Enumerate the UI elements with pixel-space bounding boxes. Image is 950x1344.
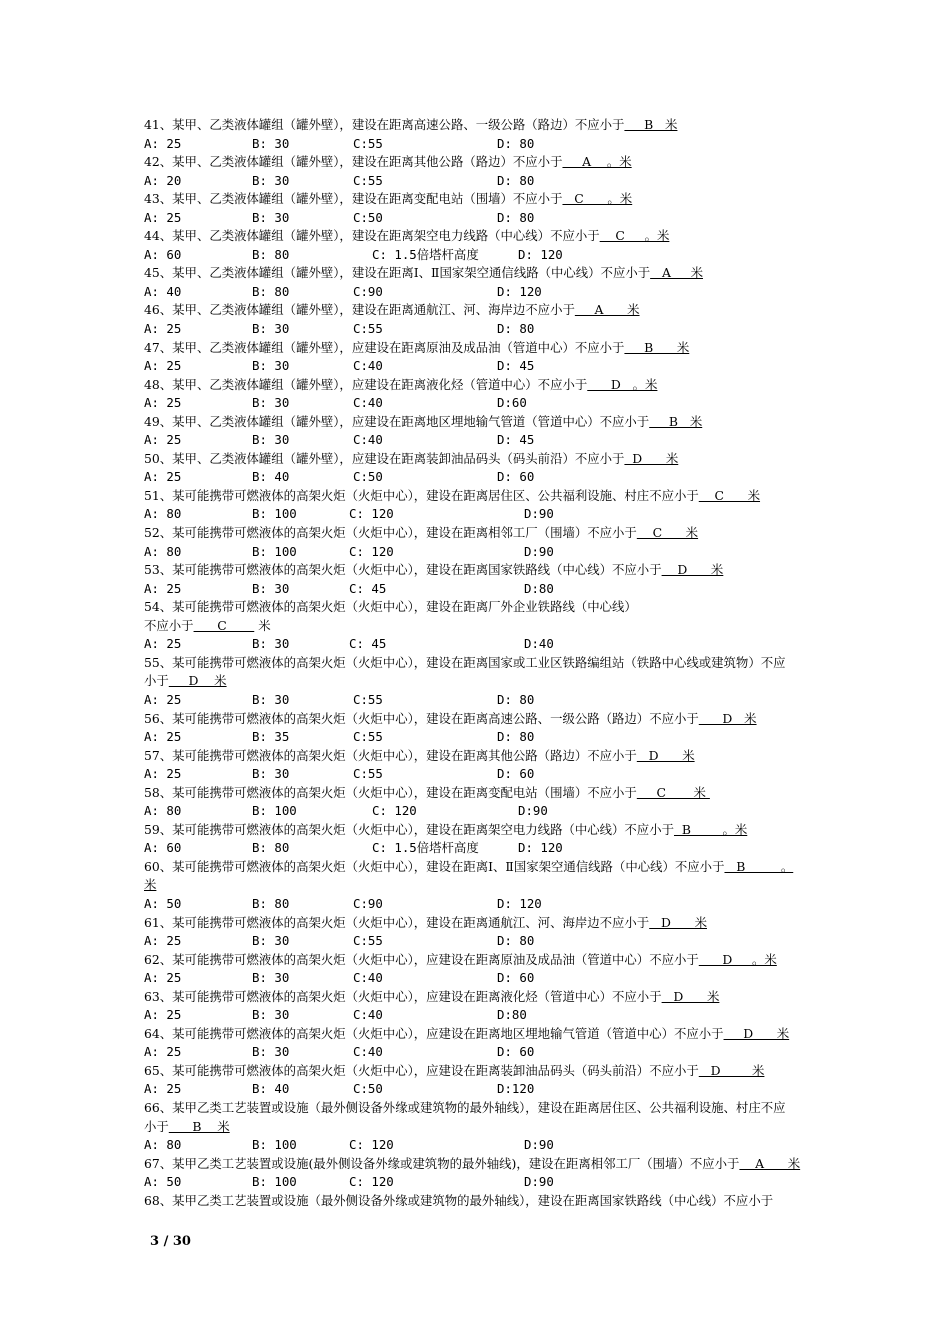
option-a: A: 40 (144, 283, 182, 299)
option-c: C:40 (353, 1007, 383, 1023)
answer-blank: D 米 (661, 562, 724, 578)
option-d: D: 60 (497, 766, 535, 782)
option-c: C:55 (353, 933, 383, 949)
options-row (144, 1173, 894, 1192)
question-stem: 46、某甲、乙类液体罐组（罐外壁），建设在距离通航江、河、海岸边不应小于 (144, 302, 575, 318)
question-text (144, 1062, 894, 1081)
option-d: D: 60 (497, 970, 535, 986)
question-stem: 47、某甲、乙类液体罐组（罐外壁），应建设在距离原油及成品油（管道中心）不应小于 (144, 339, 625, 355)
question-stem: 67、某甲乙类工艺装置或设施(最外侧设备外缘或建筑物的最外轴线)，建设在距离相邻工厂（围墙）不应小于 (144, 1155, 740, 1171)
option-a: A: 80 (144, 543, 182, 559)
option-a: A: 80 (144, 1137, 182, 1153)
options-row (144, 635, 894, 654)
option-c: C: 120 (372, 803, 417, 819)
answer-blank: D 。米 (698, 951, 777, 967)
options-row (144, 969, 894, 988)
option-c: C: 45 (349, 580, 387, 596)
option-a: A: 25 (144, 432, 182, 448)
option-d: D: 80 (497, 691, 535, 707)
option-b: B: 30 (252, 970, 290, 986)
option-b: B: 30 (252, 395, 290, 411)
question-stem: 68、某甲乙类工艺装置或设施（最外侧设备外缘或建筑物的最外轴线），建设在距离国家铁路线（中心线）不应小于 (144, 1192, 774, 1208)
question-text (144, 227, 894, 246)
answer-blank: C 。米 (562, 191, 633, 207)
option-a: A: 25 (144, 321, 182, 337)
option-a: A: 25 (144, 933, 182, 949)
answer-blank: B 米 (624, 339, 690, 355)
option-a: A: 25 (144, 691, 182, 707)
answer-blank: A 米 (739, 1155, 801, 1171)
option-c: C:40 (353, 1044, 383, 1060)
question-text (144, 301, 894, 320)
option-b: B: 30 (252, 321, 290, 337)
options-row (144, 728, 894, 747)
question-stem: 不应小于 (144, 617, 194, 633)
option-d: D: 60 (497, 469, 535, 485)
question-stem: 61、某可能携带可燃液体的高架火炬（火炬中心），建设在距离通航江、河、海岸边不应小于 (144, 914, 650, 930)
answer-blank: A 。米 (562, 154, 632, 170)
option-a: A: 80 (144, 803, 182, 819)
options-row (144, 691, 894, 710)
question-list (144, 116, 894, 1210)
option-c: C:50 (353, 209, 383, 225)
answer-blank: C 米 (698, 487, 761, 503)
question-stem: 64、某可能携带可燃液体的高架火炬（火炬中心），应建设在距离地区埋地输气管道（管道中心）不应小于 (144, 1025, 724, 1041)
answer-blank: D 米 (624, 450, 679, 466)
option-d: D: 60 (497, 1044, 535, 1060)
option-c: C: 120 (349, 1137, 394, 1153)
options-row (144, 1006, 894, 1025)
answer-blank: D 米 (698, 710, 757, 726)
option-b: B: 100 (252, 1137, 297, 1153)
answer-blank: D 米 (723, 1025, 790, 1041)
options-row (144, 839, 894, 858)
option-a: A: 25 (144, 970, 182, 986)
answer-blank: D 米 (661, 988, 720, 1004)
question-stem: 45、某甲、乙类液体罐组（罐外壁），建设在距离Ⅰ、Ⅱ国家架空通信线路（中心线）不应小于 (144, 265, 651, 281)
option-c: C:40 (353, 432, 383, 448)
option-b: B: 80 (252, 840, 290, 856)
question-text (144, 617, 894, 636)
question-stem: 41、某甲、乙类液体罐组（罐外壁），建设在距离高速公路、一级公路（路边）不应小于 (144, 117, 625, 132)
question-stem: 49、某甲、乙类液体罐组（罐外壁），应建设在距离地区埋地输气管道（管道中心）不应小于 (144, 413, 650, 429)
option-c: C:55 (353, 135, 383, 151)
options-row (144, 172, 894, 191)
option-c: C: 45 (349, 636, 387, 652)
answer-blank: B 。 (724, 858, 794, 874)
question-stem: 56、某可能携带可燃液体的高架火炬（火炬中心），建设在距离高速公路、一级公路（路边）不应小于 (144, 710, 699, 726)
question-text (144, 784, 894, 803)
option-b: B: 80 (252, 895, 290, 911)
options-row (144, 580, 894, 599)
option-b: B: 100 (252, 506, 297, 522)
question-text (144, 1192, 894, 1211)
option-a: A: 25 (144, 1081, 182, 1097)
question-text (144, 598, 894, 617)
option-c: C: 1.5倍塔杆高度 (372, 246, 479, 262)
option-b: B: 35 (252, 729, 290, 745)
option-c: C:55 (353, 691, 383, 707)
option-a: A: 25 (144, 729, 182, 745)
answer-blank: C 米 (636, 525, 699, 541)
option-a: A: 25 (144, 1007, 182, 1023)
option-b: B: 30 (252, 172, 290, 188)
option-d: D:90 (524, 1174, 554, 1190)
option-d: D: 80 (497, 209, 535, 225)
question-text (144, 376, 894, 395)
option-a: A: 25 (144, 636, 182, 652)
options-row (144, 505, 894, 524)
question-text (144, 413, 894, 432)
question-text (144, 1155, 894, 1174)
option-b: B: 100 (252, 543, 297, 559)
option-b: B: 30 (252, 1044, 290, 1060)
question-stem: 50、某甲、乙类液体罐组（罐外壁），应建设在距离装卸油品码头（码头前沿）不应小于 (144, 450, 625, 466)
option-c: C:40 (353, 358, 383, 374)
question-stem: 小于 (144, 1118, 169, 1134)
question-stem: 小于 (144, 673, 169, 689)
question-stem: 52、某可能携带可燃液体的高架火炬（火炬中心），建设在距离相邻工厂（围墙）不应小于 (144, 525, 637, 541)
option-b: B: 100 (252, 1174, 297, 1190)
option-d: D: 120 (518, 246, 563, 262)
question-text (144, 153, 894, 172)
page-number: 3 / 30 (150, 1234, 191, 1249)
question-stem: 58、某可能携带可燃液体的高架火炬（火炬中心），建设在距离变配电站（围墙）不应小于 (144, 784, 637, 800)
option-b: B: 30 (252, 580, 290, 596)
question-stem: 48、某甲、乙类液体罐组（罐外壁），应建设在距离液化烃（管道中心）不应小于 (144, 376, 588, 392)
answer-blank: D 。米 (587, 376, 658, 392)
option-d: D: 120 (497, 895, 542, 911)
question-text (144, 339, 894, 358)
unit-text: 米 (254, 617, 271, 633)
option-c: C:55 (353, 172, 383, 188)
answer-blank: 米 (144, 877, 157, 893)
question-text (144, 487, 894, 506)
option-c: C:55 (353, 729, 383, 745)
option-c: C:50 (353, 469, 383, 485)
option-d: D: 80 (497, 135, 535, 151)
option-b: B: 30 (252, 766, 290, 782)
option-b: B: 30 (252, 432, 290, 448)
question-text (144, 672, 894, 691)
option-c: C:90 (353, 895, 383, 911)
option-c: C:40 (353, 395, 383, 411)
options-row (144, 320, 894, 339)
question-stem: 62、某可能携带可燃液体的高架火炬（火炬中心），应建设在距离原油及成品油（管道中心）不应小于 (144, 951, 699, 967)
options-row (144, 543, 894, 562)
option-b: B: 30 (252, 636, 290, 652)
question-text (144, 561, 894, 580)
option-c: C: 120 (349, 506, 394, 522)
options-row (144, 1043, 894, 1062)
option-a: A: 25 (144, 209, 182, 225)
answer-blank: D 米 (168, 673, 227, 689)
option-b: B: 100 (252, 803, 297, 819)
question-text (144, 190, 894, 209)
question-text (144, 951, 894, 970)
question-stem: 43、某甲、乙类液体罐组（罐外壁），建设在距离变配电站（围墙）不应小于 (144, 191, 563, 207)
option-b: B: 30 (252, 933, 290, 949)
option-c: C:40 (353, 970, 383, 986)
question-text (144, 914, 894, 933)
option-b: B: 30 (252, 209, 290, 225)
option-d: D:40 (524, 636, 554, 652)
question-text (144, 450, 894, 469)
option-d: D:80 (524, 580, 554, 596)
question-text (144, 988, 894, 1007)
answer-blank: A 米 (650, 265, 703, 281)
question-text (144, 1118, 894, 1137)
question-text (144, 654, 894, 673)
question-stem: 59、某可能携带可燃液体的高架火炬（火炬中心），建设在距离架空电力线路（中心线）不应小于 (144, 821, 674, 837)
options-row (144, 932, 894, 951)
option-a: A: 60 (144, 246, 182, 262)
option-c: C: 120 (349, 543, 394, 559)
answer-blank: D 米 (636, 747, 695, 763)
option-b: B: 40 (252, 1081, 290, 1097)
options-row (144, 802, 894, 821)
option-b: B: 30 (252, 135, 290, 151)
option-d: D: 80 (497, 933, 535, 949)
option-a: A: 60 (144, 840, 182, 856)
option-d: D: 80 (497, 321, 535, 337)
answer-blank: B 米 (624, 117, 678, 132)
options-row (144, 1136, 894, 1155)
question-text (144, 264, 894, 283)
options-row (144, 1080, 894, 1099)
option-d: D: 45 (497, 432, 535, 448)
question-text (144, 116, 894, 135)
option-a: A: 50 (144, 1174, 182, 1190)
option-a: A: 25 (144, 766, 182, 782)
question-stem: 42、某甲、乙类液体罐组（罐外壁），建设在距离其他公路（路边）不应小于 (144, 154, 563, 170)
option-c: C: 120 (349, 1174, 394, 1190)
options-row (144, 357, 894, 376)
option-a: A: 25 (144, 135, 182, 151)
options-row (144, 895, 894, 914)
question-text (144, 524, 894, 543)
question-text (144, 747, 894, 766)
answer-blank: D 米 (698, 1062, 765, 1078)
question-stem: 44、某甲、乙类液体罐组（罐外壁），建设在距离架空电力线路（中心线）不应小于 (144, 228, 600, 244)
question-stem: 54、某可能携带可燃液体的高架火炬（火炬中心），建设在距离厂外企业铁路线（中心线） (144, 599, 637, 615)
question-stem: 63、某可能携带可燃液体的高架火炬（火炬中心），应建设在距离液化烃（管道中心）不应小于 (144, 988, 662, 1004)
answer-blank: A 米 (574, 302, 640, 318)
option-d: D:60 (497, 395, 527, 411)
option-b: B: 30 (252, 358, 290, 374)
option-d: D: 120 (497, 283, 542, 299)
question-text (144, 710, 894, 729)
options-row (144, 209, 894, 228)
option-d: D: 120 (518, 840, 563, 856)
option-a: A: 25 (144, 580, 182, 596)
option-c: C:55 (353, 766, 383, 782)
options-row (144, 283, 894, 302)
option-d: D:90 (518, 803, 548, 819)
option-b: B: 30 (252, 691, 290, 707)
answer-blank: D 米 (649, 914, 707, 930)
answer-blank: B 米 (649, 413, 703, 429)
option-a: A: 80 (144, 506, 182, 522)
question-stem: 65、某可能携带可燃液体的高架火炬（火炬中心），应建设在距离装卸油品码头（码头前沿）不应小于 (144, 1062, 699, 1078)
option-b: B: 80 (252, 283, 290, 299)
option-d: D: 80 (497, 729, 535, 745)
options-row (144, 468, 894, 487)
options-row (144, 765, 894, 784)
question-text (144, 858, 894, 877)
question-text (144, 1099, 894, 1118)
option-d: D:90 (524, 506, 554, 522)
option-d: D:80 (497, 1007, 527, 1023)
question-stem: 57、某可能携带可燃液体的高架火炬（火炬中心），建设在距离其他公路（路边）不应小于 (144, 747, 637, 763)
option-a: A: 25 (144, 1044, 182, 1060)
options-row (144, 431, 894, 450)
option-b: B: 80 (252, 246, 290, 262)
question-text (144, 821, 894, 840)
options-row (144, 394, 894, 413)
question-stem: 51、某可能携带可燃液体的高架火炬（火炬中心），建设在距离居住区、公共福利设施、村庄不应小于 (144, 487, 699, 503)
option-d: D:90 (524, 1137, 554, 1153)
option-d: D:90 (524, 543, 554, 559)
option-b: B: 40 (252, 469, 290, 485)
answer-blank: C 。米 (599, 228, 670, 244)
option-d: D:120 (497, 1081, 535, 1097)
option-b: B: 30 (252, 1007, 290, 1023)
question-text (144, 1025, 894, 1044)
question-stem: 66、某甲乙类工艺装置或设施（最外侧设备外缘或建筑物的最外轴线），建设在距离居住区、公共福利设施、村庄不应 (144, 1099, 786, 1115)
options-row (144, 135, 894, 154)
option-a: A: 50 (144, 895, 182, 911)
option-c: C: 1.5倍塔杆高度 (372, 840, 479, 856)
answer-blank: B 米 (168, 1118, 230, 1134)
option-c: C:55 (353, 321, 383, 337)
option-c: C:90 (353, 283, 383, 299)
option-a: A: 20 (144, 172, 182, 188)
option-a: A: 25 (144, 395, 182, 411)
question-text (144, 876, 894, 895)
question-stem: 53、某可能携带可燃液体的高架火炬（火炬中心），建设在距离国家铁路线（中心线）不应小于 (144, 562, 662, 578)
question-stem: 60、某可能携带可燃液体的高架火炬（火炬中心），建设在距离Ⅰ、Ⅱ国家架空通信线路（中心线）不应小于 (144, 858, 725, 874)
answer-blank: B 。米 (673, 821, 748, 837)
answer-blank: C 米 (636, 784, 710, 800)
option-a: A: 25 (144, 469, 182, 485)
options-row (144, 246, 894, 265)
option-d: D: 80 (497, 172, 535, 188)
option-d: D: 45 (497, 358, 535, 374)
question-stem: 55、某可能携带可燃液体的高架火炬（火炬中心），建设在距离国家或工业区铁路编组站（铁路中心线或建筑物）不应 (144, 654, 786, 670)
option-c: C:50 (353, 1081, 383, 1097)
answer-blank: C (193, 617, 255, 633)
option-a: A: 25 (144, 358, 182, 374)
